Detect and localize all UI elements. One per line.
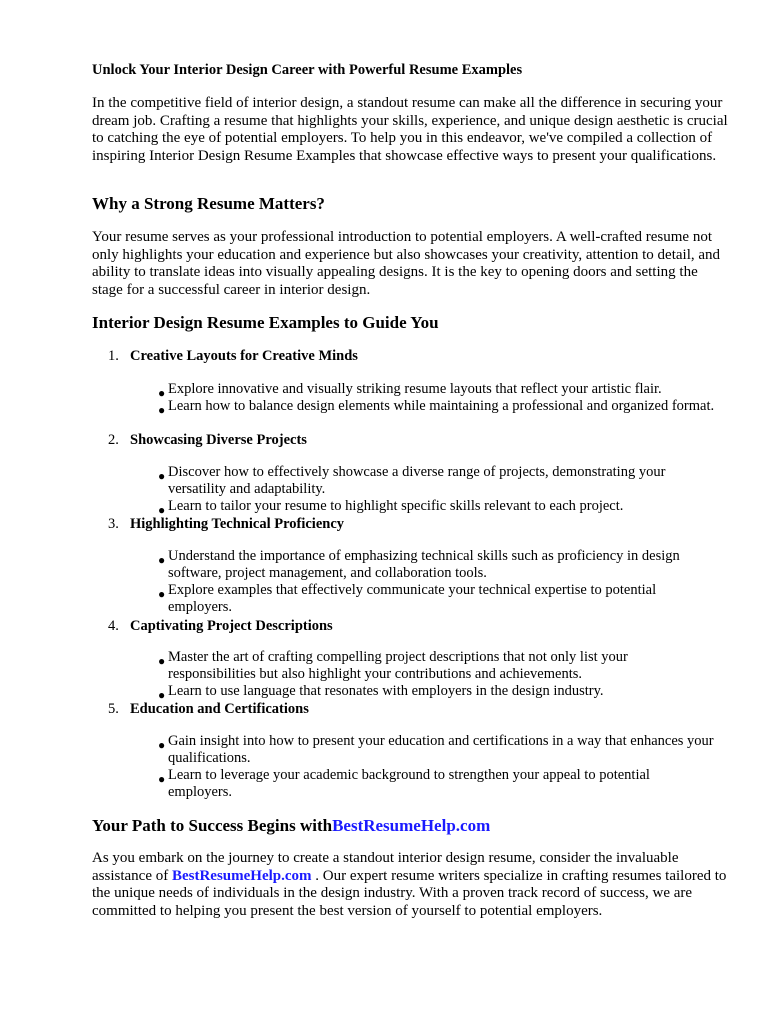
list-item: ● Understand the importance of emphasizing technical skills such as proficiency in design software, project management, and collaboration tools.: [158, 548, 680, 581]
inline-site-link[interactable]: BestResumeHelp.com: [171, 867, 312, 884]
list-item-number: 4.: [108, 618, 119, 634]
bullet-icon: ●: [158, 587, 166, 601]
list-item: ● Learn how to balance design elements while maintaining a professional and organized format.: [158, 398, 715, 417]
list-item: ● Explore innovative and visually striking resume layouts that reflect your artistic flair.: [158, 381, 662, 400]
bullet-list: [156, 733, 716, 801]
list-item-title: [108, 431, 307, 449]
bullet-icon: ●: [158, 469, 166, 483]
bullet-icon: ●: [158, 553, 166, 567]
bullet-list: [156, 548, 716, 616]
list-item-number: 3.: [108, 516, 119, 532]
list-item-title: [108, 515, 344, 533]
list-item-number: 5.: [108, 701, 119, 717]
list-item-title: [108, 347, 358, 365]
list-item: ● Discover how to effectively showcase a diverse range of projects, demonstrating your versatility and adaptability.: [158, 464, 666, 497]
list-item: ● Learn to tailor your resume to highlight specific skills relevant to each project.: [158, 498, 624, 517]
bullet-icon: ●: [158, 403, 166, 417]
bullet-icon: ●: [158, 654, 166, 668]
list-item-title: [108, 700, 309, 718]
bullet-list: [156, 649, 716, 700]
bullet-icon: ●: [158, 738, 166, 752]
list-item-label: Captivating Project Descriptions: [130, 618, 333, 634]
path-heading: [92, 815, 490, 837]
bullet-list: [156, 381, 716, 415]
heading-site-link[interactable]: BestResumeHelp.com: [332, 816, 491, 835]
list-item: ● Learn to use language that resonates with employers in the design industry.: [158, 683, 604, 702]
list-item-label: Education and Certifications: [130, 701, 309, 717]
list-item-label: Highlighting Technical Proficiency: [130, 516, 345, 532]
list-item-label: Creative Layouts for Creative Minds: [130, 348, 358, 364]
list-item: ● Explore examples that effectively communicate your technical expertise to potential employers.: [158, 582, 657, 615]
bullet-icon: ●: [158, 503, 166, 517]
list-item-title: [108, 617, 333, 635]
why-paragraph: Your resume serves as your professional introduction to potential employers. A well-crafted resume not only highlights your education and experience but also showcases your creativity, attention to detail, and ability to translate ideas into visually appealing designs. It is the key to opening doors and setting the stage for a successful career in interior design.: [92, 229, 721, 298]
intro-heading: Unlock Your Interior Design Career with Powerful Resume Examples: [92, 62, 523, 78]
intro-paragraph: In the competitive field of interior design, a standout resume can make all the difference in securing your dream job. Crafting a resume that highlights your skills, experience, and unique design aesthetic is crucial to catching the eye of potential employers. To help you in this endeavor, we've compiled a collection of inspiring Interior Design Resume Examples that showcase effective ways to present your qualifications.: [92, 95, 728, 164]
list-item-number: 1.: [108, 348, 119, 364]
bullet-icon: ●: [158, 386, 166, 400]
examples-heading: Interior Design Resume Examples to Guide You: [92, 313, 439, 332]
list-item: ● Gain insight into how to present your education and certifications in a way that enhances your qualifications.: [158, 733, 714, 766]
list-item: ● Master the art of crafting compelling project descriptions that not only list your responsibilities but also highlight your contributions and achievements.: [158, 649, 628, 682]
path-heading-text: Your Path to Success Begins with: [92, 816, 333, 835]
outro-paragraph: As you embark on the journey to create a standout interior design resume, consider the invaluable assistance of BestResumeHelp.com . Our expert resume writers specialize in crafting resumes tailored to the unique needs of individuals in the design industry. With a proven track record of success, we are committed to helping you present the best version of yourself to potential employers.: [92, 850, 727, 919]
bullet-icon: ●: [158, 688, 166, 702]
list-item: ● Learn to leverage your academic background to strengthen your appeal to potential employers.: [158, 767, 650, 800]
list-item-label: Showcasing Diverse Projects: [130, 432, 307, 448]
why-heading: Why a Strong Resume Matters?: [92, 194, 325, 213]
bullet-icon: ●: [158, 772, 166, 786]
bullet-list: [156, 464, 716, 515]
list-item-number: 2.: [108, 432, 119, 448]
